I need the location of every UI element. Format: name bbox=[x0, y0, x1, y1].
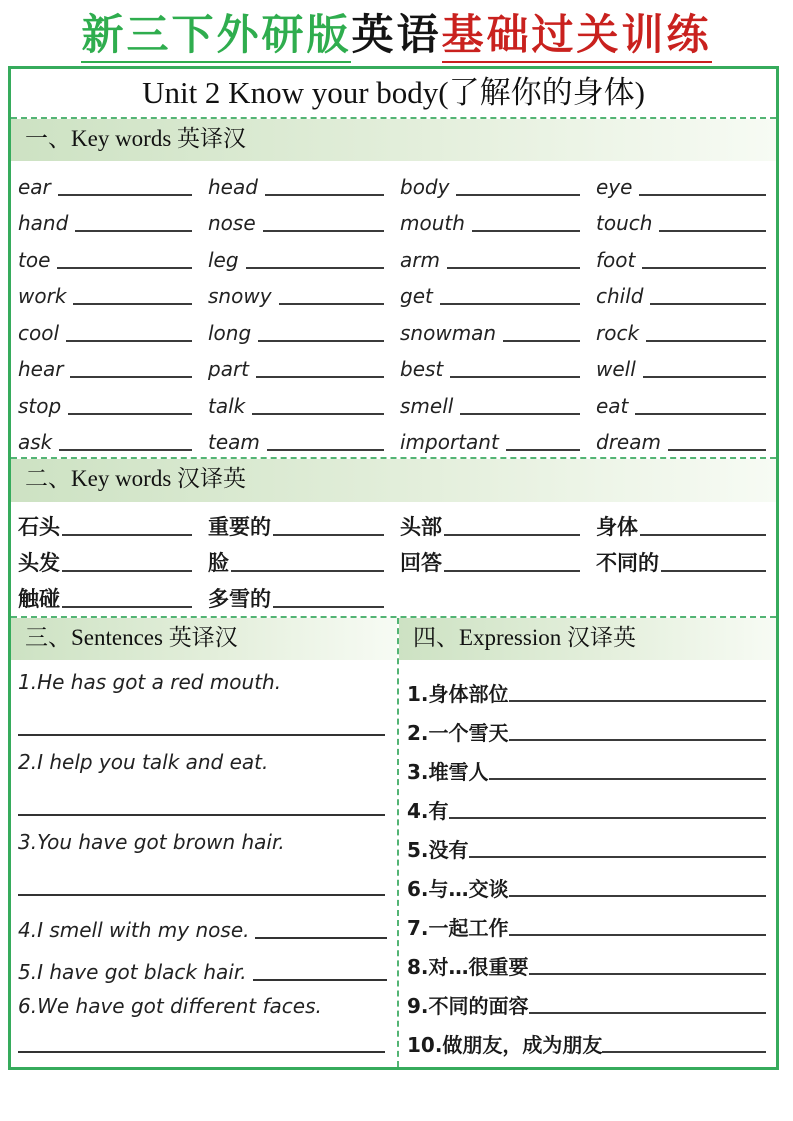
word-label: child bbox=[596, 284, 644, 309]
expression-item bbox=[407, 706, 766, 745]
word-item bbox=[208, 346, 400, 383]
word-label: rock bbox=[596, 320, 640, 345]
answer-blank bbox=[255, 937, 387, 939]
page-title bbox=[0, 2, 793, 62]
word-item bbox=[400, 273, 596, 310]
expression-item bbox=[407, 823, 766, 862]
answer-blank bbox=[62, 606, 192, 608]
word-item bbox=[208, 504, 400, 540]
word-label: cool bbox=[18, 320, 60, 345]
word-label: 身体 bbox=[596, 515, 638, 540]
answer-blank bbox=[509, 700, 766, 702]
word-label: 石头 bbox=[18, 515, 60, 540]
answer-blank bbox=[258, 340, 384, 342]
answer-blank bbox=[73, 303, 192, 305]
sentence-text: 4.I smell with my nose. bbox=[18, 917, 250, 942]
word-label: head bbox=[208, 174, 258, 199]
answer-blank bbox=[640, 534, 766, 536]
word-item bbox=[208, 236, 400, 273]
word-item bbox=[208, 576, 400, 612]
word-label: foot bbox=[596, 247, 636, 272]
section-1-header: 一、Key words 英译汉 bbox=[11, 119, 776, 161]
sentence-item bbox=[18, 822, 387, 902]
answer-blank bbox=[18, 1051, 385, 1053]
answer-blank bbox=[62, 570, 192, 572]
expression-item bbox=[407, 1018, 766, 1057]
word-label: leg bbox=[208, 247, 239, 272]
word-item bbox=[208, 382, 400, 419]
answer-blank bbox=[447, 267, 580, 269]
word-item bbox=[596, 382, 766, 419]
word-item bbox=[400, 504, 596, 540]
word-item bbox=[596, 236, 766, 273]
answer-blank bbox=[509, 895, 766, 897]
word-item bbox=[18, 576, 208, 612]
answer-blank bbox=[58, 194, 192, 196]
word-item bbox=[400, 236, 596, 273]
expression-item bbox=[407, 901, 766, 940]
answer-blank bbox=[529, 973, 766, 975]
word-label: team bbox=[208, 430, 260, 455]
empty-cell bbox=[400, 576, 596, 612]
expression-label: 4.有 bbox=[407, 798, 449, 823]
key-words-zh-grid bbox=[11, 502, 776, 616]
word-item bbox=[596, 540, 766, 576]
word-item bbox=[18, 236, 208, 273]
word-item bbox=[18, 346, 208, 383]
word-label: eye bbox=[596, 174, 633, 199]
answer-blank bbox=[252, 413, 384, 415]
expression-item bbox=[407, 979, 766, 1018]
word-item bbox=[18, 419, 208, 456]
worksheet-box bbox=[8, 66, 779, 1070]
word-label: nose bbox=[208, 211, 256, 236]
word-item bbox=[18, 382, 208, 419]
word-label: 多雪的 bbox=[208, 587, 271, 612]
word-label: ear bbox=[18, 174, 51, 199]
answer-blank bbox=[440, 303, 580, 305]
word-label: 回答 bbox=[400, 551, 442, 576]
word-label: hear bbox=[18, 357, 64, 382]
answer-blank bbox=[659, 230, 766, 232]
word-label: talk bbox=[208, 393, 246, 418]
word-item bbox=[18, 540, 208, 576]
answer-blank bbox=[68, 413, 192, 415]
word-item bbox=[208, 309, 400, 346]
answer-blank bbox=[509, 739, 766, 741]
expression-item bbox=[407, 862, 766, 901]
answer-blank bbox=[650, 303, 766, 305]
word-item bbox=[596, 273, 766, 310]
answer-blank bbox=[246, 267, 384, 269]
word-item bbox=[208, 419, 400, 456]
expression-item bbox=[407, 745, 766, 784]
answer-blank bbox=[639, 194, 766, 196]
answer-blank bbox=[18, 734, 385, 736]
word-item bbox=[400, 346, 596, 383]
answer-blank bbox=[57, 267, 192, 269]
word-item bbox=[208, 273, 400, 310]
answer-blank bbox=[59, 449, 192, 451]
expression-item bbox=[407, 784, 766, 823]
title-segment-subject: 英语 bbox=[351, 13, 442, 59]
answer-blank bbox=[506, 449, 580, 451]
word-item bbox=[208, 540, 400, 576]
sentences-column bbox=[11, 618, 397, 1067]
answer-blank bbox=[256, 376, 384, 378]
word-label: 头发 bbox=[18, 551, 60, 576]
word-label: dream bbox=[596, 430, 661, 455]
section-2-header: 二、Key words 汉译英 bbox=[11, 459, 776, 501]
section-4-header: 四、Expression 汉译英 bbox=[399, 618, 776, 660]
word-item bbox=[18, 200, 208, 237]
expression-item bbox=[407, 667, 766, 706]
answer-blank bbox=[18, 814, 385, 816]
answer-blank bbox=[267, 449, 384, 451]
word-label: eat bbox=[596, 393, 629, 418]
answer-blank bbox=[472, 230, 580, 232]
word-item bbox=[18, 273, 208, 310]
section-3-header: 三、Sentences 英译汉 bbox=[11, 618, 397, 660]
sentence-item bbox=[18, 742, 387, 822]
expression-label: 8.对…很重要 bbox=[407, 954, 529, 979]
word-label: arm bbox=[400, 247, 440, 272]
word-label: hand bbox=[18, 211, 69, 236]
answer-blank bbox=[635, 413, 766, 415]
word-item bbox=[596, 309, 766, 346]
answer-blank bbox=[456, 194, 580, 196]
expression-label: 10.做朋友，成为朋友 bbox=[407, 1032, 603, 1057]
title-segment-edition: 新三下外研版 bbox=[81, 13, 351, 68]
answer-blank bbox=[646, 340, 766, 342]
expression-label: 7.一起工作 bbox=[407, 915, 509, 940]
answer-blank bbox=[18, 894, 385, 896]
word-item bbox=[400, 309, 596, 346]
sentence-text: 3.You have got brown hair. bbox=[18, 829, 285, 854]
word-item bbox=[400, 163, 596, 200]
bottom-columns bbox=[11, 618, 776, 1067]
answer-blank bbox=[643, 376, 766, 378]
word-item bbox=[596, 419, 766, 456]
word-label: touch bbox=[596, 211, 653, 236]
answer-blank bbox=[253, 979, 387, 981]
answer-blank bbox=[602, 1051, 766, 1053]
answer-blank bbox=[509, 934, 766, 936]
answer-blank bbox=[70, 376, 192, 378]
answer-blank bbox=[444, 570, 580, 572]
key-words-en-grid bbox=[11, 161, 776, 457]
answer-blank bbox=[642, 267, 766, 269]
sentence-text: 6.We have got different faces. bbox=[18, 993, 322, 1018]
word-label: get bbox=[400, 284, 433, 309]
answer-blank bbox=[460, 413, 580, 415]
word-label: 头部 bbox=[400, 515, 442, 540]
word-label: 触碰 bbox=[18, 587, 60, 612]
word-item bbox=[18, 163, 208, 200]
answer-blank bbox=[449, 817, 766, 819]
answer-blank bbox=[273, 534, 384, 536]
sentence-text: 2.I help you talk and eat. bbox=[18, 749, 269, 774]
answer-blank bbox=[503, 340, 580, 342]
answer-blank bbox=[444, 534, 580, 536]
sentence-text: 5.I have got black hair. bbox=[18, 959, 247, 984]
expression-label: 1.身体部位 bbox=[407, 681, 509, 706]
word-item bbox=[208, 200, 400, 237]
answer-blank bbox=[469, 856, 766, 858]
word-item bbox=[400, 200, 596, 237]
answer-blank bbox=[661, 570, 766, 572]
word-label: stop bbox=[18, 393, 62, 418]
word-item bbox=[18, 309, 208, 346]
word-label: long bbox=[208, 320, 252, 345]
word-label: toe bbox=[18, 247, 51, 272]
expression-label: 3.堆雪人 bbox=[407, 759, 489, 784]
title-segment-training: 基础过关训练 bbox=[442, 13, 712, 68]
answer-blank bbox=[668, 449, 766, 451]
word-item bbox=[596, 504, 766, 540]
answer-blank bbox=[265, 194, 384, 196]
expression-label: 5.没有 bbox=[407, 837, 469, 862]
answer-blank bbox=[273, 606, 384, 608]
word-label: part bbox=[208, 357, 250, 382]
word-item bbox=[596, 163, 766, 200]
word-label: body bbox=[400, 174, 450, 199]
answer-blank bbox=[62, 534, 192, 536]
word-item bbox=[208, 163, 400, 200]
word-item bbox=[400, 382, 596, 419]
word-item bbox=[18, 504, 208, 540]
word-label: ask bbox=[18, 430, 53, 455]
unit-title: Unit 2 Know your body(了解你的身体) bbox=[142, 75, 645, 110]
word-item bbox=[400, 540, 596, 576]
word-label: snowy bbox=[208, 284, 272, 309]
word-label: snowman bbox=[400, 320, 497, 345]
sentence-list bbox=[11, 660, 397, 1067]
expression-label: 9.不同的面容 bbox=[407, 993, 529, 1018]
sentence-item bbox=[18, 662, 387, 742]
sentence-item bbox=[18, 944, 387, 986]
sentence-item bbox=[18, 986, 387, 1059]
answer-blank bbox=[66, 340, 192, 342]
word-label: smell bbox=[400, 393, 454, 418]
expression-label: 6.与…交谈 bbox=[407, 876, 509, 901]
answer-blank bbox=[279, 303, 384, 305]
answer-blank bbox=[529, 1012, 766, 1014]
word-label: well bbox=[596, 357, 636, 382]
expression-label: 2.一个雪天 bbox=[407, 720, 509, 745]
word-label: mouth bbox=[400, 211, 465, 236]
word-label: best bbox=[400, 357, 444, 382]
sentence-text: 1.He has got a red mouth. bbox=[18, 669, 282, 694]
word-label: 重要的 bbox=[208, 515, 271, 540]
answer-blank bbox=[450, 376, 580, 378]
answer-blank bbox=[75, 230, 192, 232]
empty-cell bbox=[596, 576, 766, 612]
expression-item bbox=[407, 940, 766, 979]
word-label: 不同的 bbox=[596, 551, 659, 576]
expressions-column bbox=[397, 618, 776, 1067]
answer-blank bbox=[263, 230, 384, 232]
sentence-item bbox=[18, 902, 387, 944]
word-item bbox=[400, 419, 596, 456]
word-item bbox=[596, 346, 766, 383]
expression-list bbox=[399, 660, 776, 1067]
answer-blank bbox=[489, 778, 766, 780]
word-label: important bbox=[400, 430, 499, 455]
word-label: work bbox=[18, 284, 67, 309]
word-label: 脸 bbox=[208, 551, 229, 576]
word-item bbox=[596, 200, 766, 237]
answer-blank bbox=[231, 570, 384, 572]
